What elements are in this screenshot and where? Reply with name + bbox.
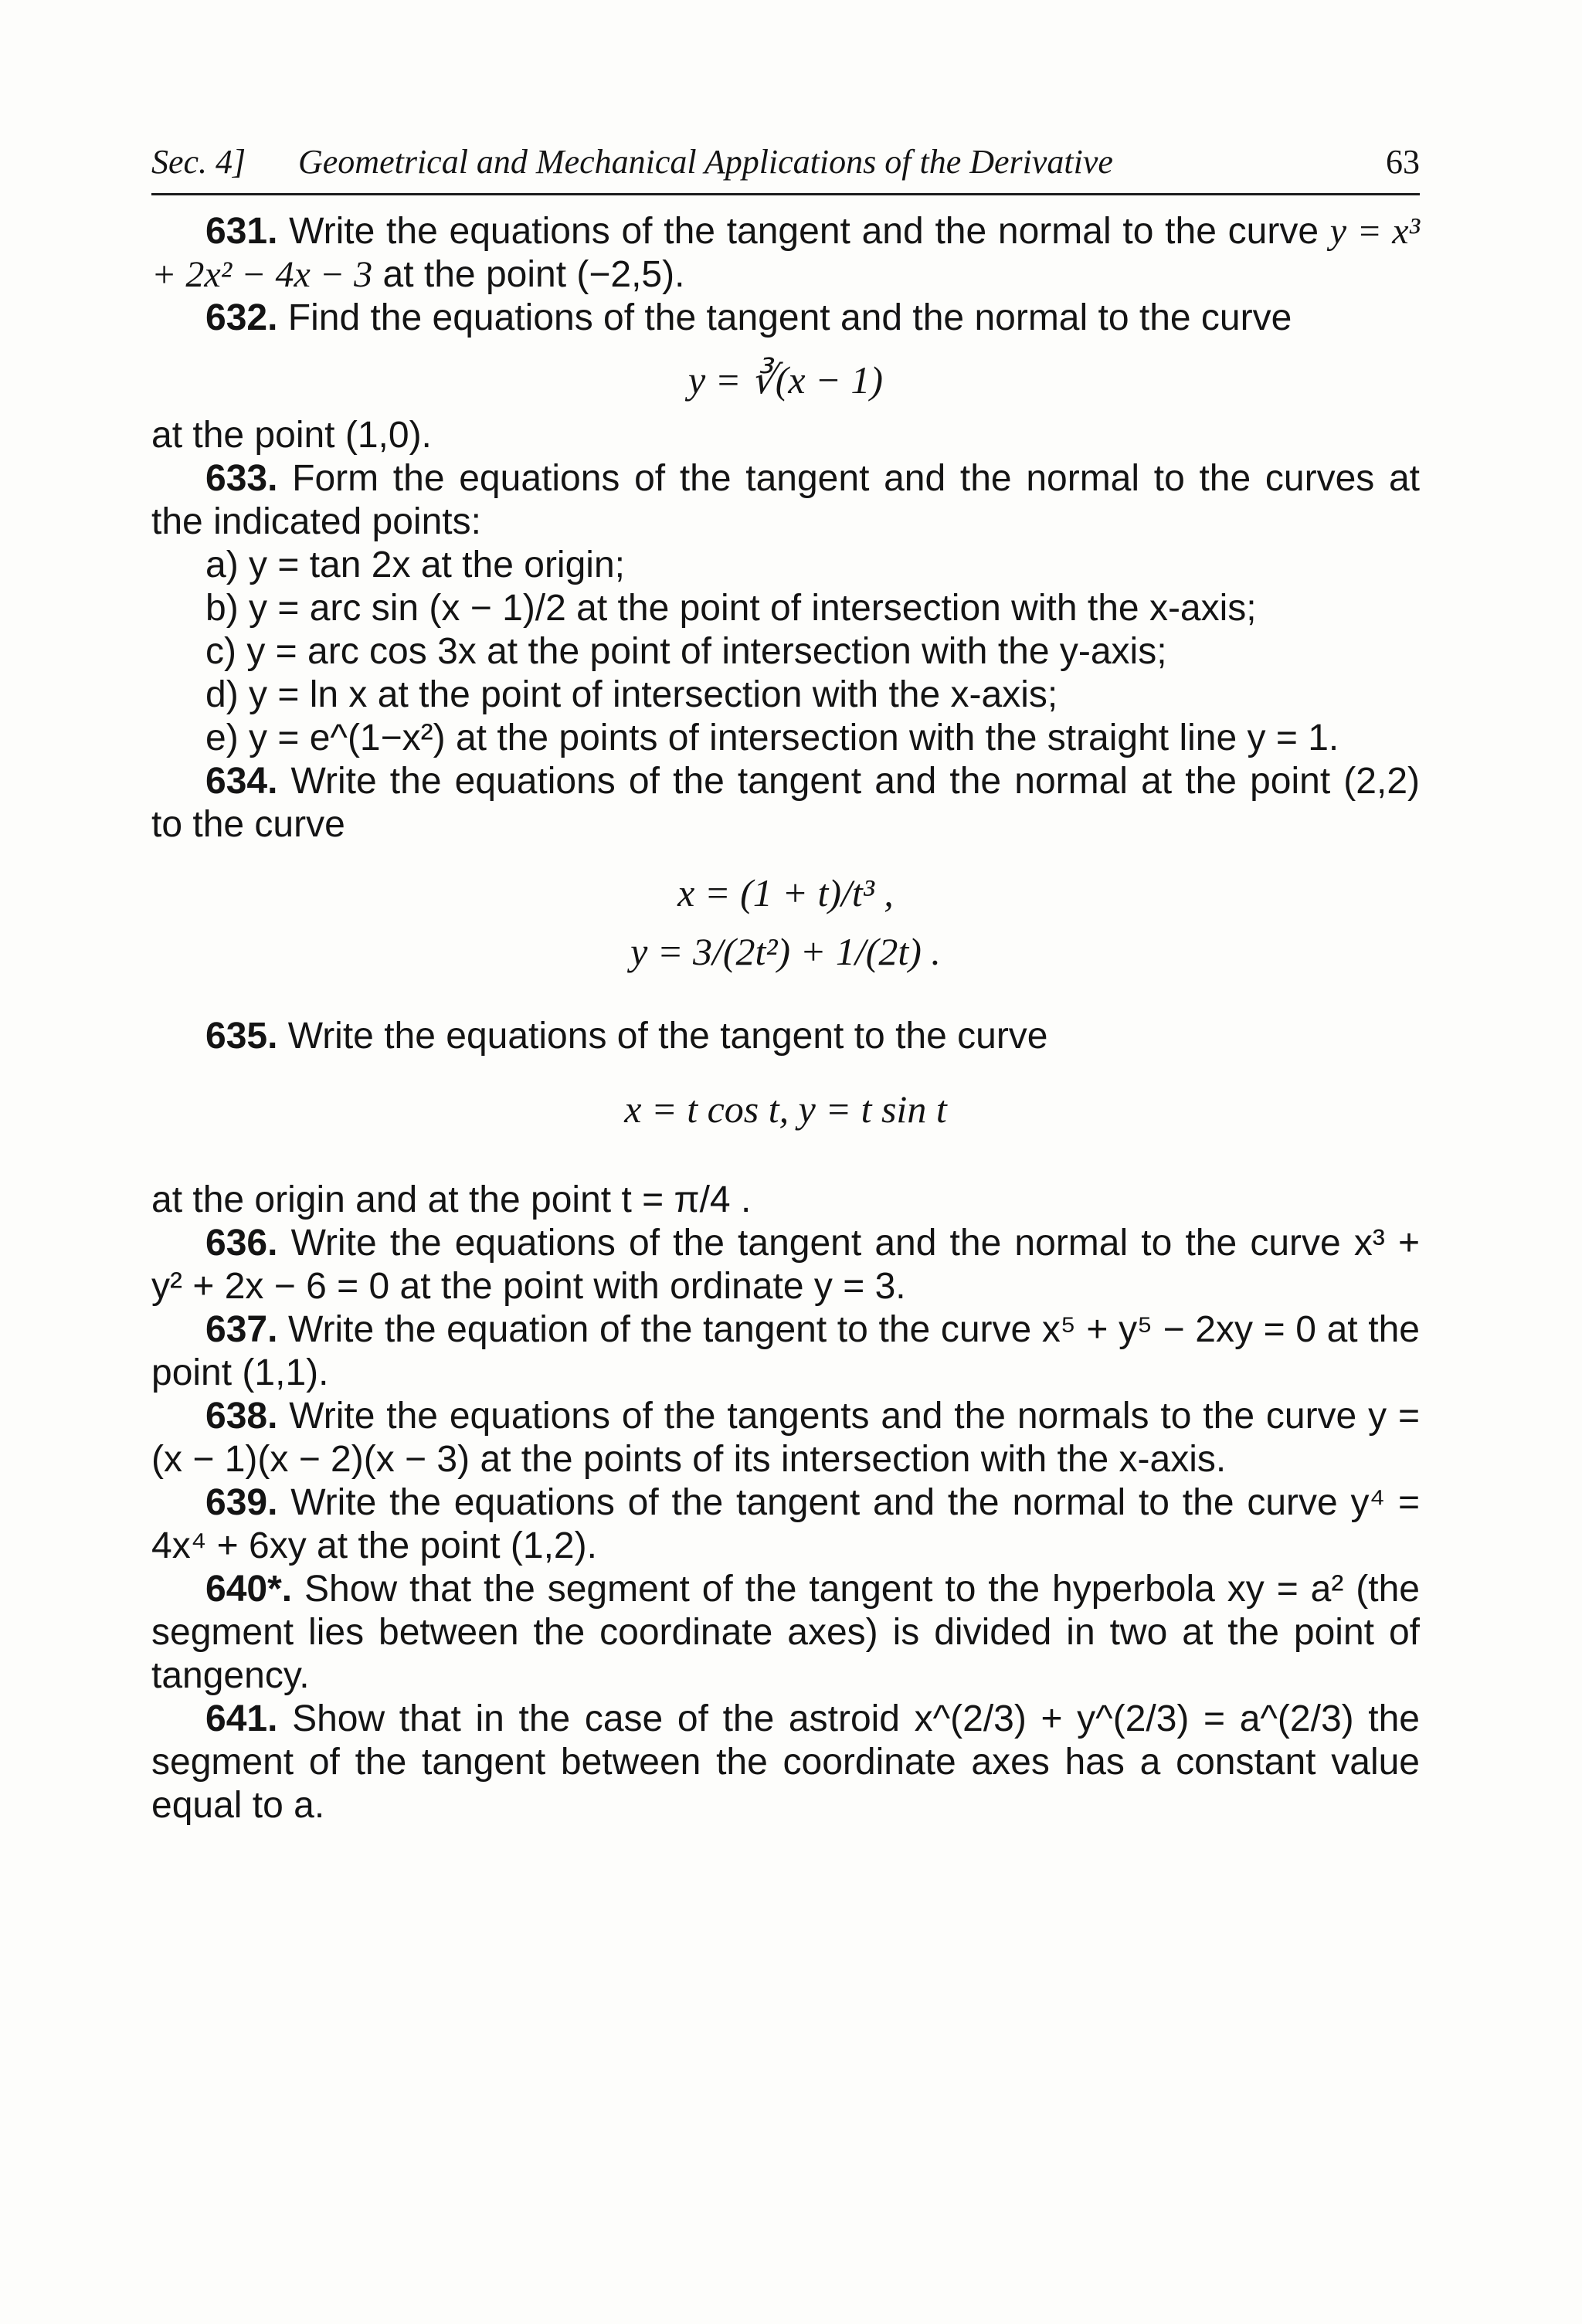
problem-640: [151, 1568, 1420, 1698]
problem-632: [151, 297, 1420, 340]
problem-text: at the point (−2,5).: [372, 254, 685, 295]
display-equation: y = ∛(x − 1): [687, 358, 884, 402]
problem-number: 641.: [205, 1698, 278, 1739]
problem-text: Form the equations of the tangent and the normal to the curves at the indicated points:: [151, 458, 1420, 542]
problem-text: Write the equations of the tangent and the normal at the point (2,2) to the curve: [151, 761, 1420, 845]
problem-number: 633.: [205, 458, 278, 499]
curve-equation: y = x³ + 2x² − 4x − 3: [151, 211, 1421, 295]
problem-text: Show that in the case of the astroid x^(2/3) + y^(2/3) = a^(2/3) the segment of the tangent between the coordinate axes has a constant value equal to a.: [151, 1698, 1420, 1826]
problem-number: 631.: [205, 211, 278, 252]
problem-633: [151, 457, 1420, 544]
display-equation-x: x = (1 + t)/t³ ,: [677, 871, 894, 914]
problem-text: Write the equations of the tangent and the normal to the curve x³ + y² + 2x − 6 = 0 at the point with ordinate y = 3.: [151, 1223, 1420, 1307]
problem-number: 639.: [205, 1482, 278, 1523]
display-equation-y: y = 3/(2t²) + 1/(2t) .: [630, 930, 941, 973]
page-number: 63: [1386, 143, 1420, 181]
problem-639: [151, 1481, 1420, 1568]
problem-text: Write the equations of the tangent and the normal to the curve y⁴ = 4x⁴ + 6xy at the point (1,2).: [151, 1482, 1420, 1566]
problem-number: 640*.: [205, 1569, 293, 1610]
running-header: [151, 139, 1420, 195]
problem-637: [151, 1308, 1420, 1395]
problem-636: [151, 1222, 1420, 1308]
problem-number: 636.: [205, 1223, 278, 1264]
problem-text: Find the equations of the tangent and the normal to the curve: [277, 297, 1292, 338]
problem-631: [151, 210, 1420, 297]
problem-635: [151, 1015, 1420, 1058]
problem-text: Write the equations of the tangent to the curve: [277, 1016, 1048, 1057]
sub-item-c: c) y = arc cos 3x at the point of intersection with the y-axis;: [205, 631, 1167, 672]
problem-text: Write the equations of the tangents and the normals to the curve y = (x − 1)(x − 2)(x − 3) at the points of its intersection with the x-axis.: [151, 1396, 1420, 1480]
sub-item-b: b) y = arc sin (x − 1)/2 at the point of intersection with the x-axis;: [205, 588, 1257, 629]
sub-item-e: e) y = e^(1−x²) at the points of intersection with the straight line y = 1.: [205, 718, 1339, 758]
problem-number: 638.: [205, 1396, 278, 1437]
problem-638: [151, 1395, 1420, 1481]
problem-text: Write the equation of the tangent to the curve x⁵ + y⁵ − 2xy = 0 at the point (1,1).: [151, 1309, 1420, 1393]
problem-text: at the origin and at the point t = π/4 .: [151, 1179, 752, 1220]
problem-text: Show that the segment of the tangent to the hyperbola xy = a² (the segment lies between the coordinate axes) is divided in two at the point of tangency.: [151, 1569, 1420, 1696]
problem-634: [151, 760, 1420, 846]
problem-text: Write the equations of the tangent and the normal to the curve: [277, 211, 1330, 252]
page-content: [151, 210, 1420, 1827]
chapter-title: Geometrical and Mechanical Applications of the Derivative: [298, 143, 1113, 181]
sub-item-d: d) y = ln x at the point of intersection with the x-axis;: [205, 674, 1058, 715]
problem-text: at the point (1,0).: [151, 415, 432, 456]
problem-number: 637.: [205, 1309, 278, 1350]
display-equation: x = t cos t, y = t sin t: [624, 1087, 947, 1131]
problem-number: 634.: [205, 761, 278, 802]
problem-641: [151, 1698, 1420, 1827]
problem-number: 632.: [205, 297, 278, 338]
section-label: Sec. 4]: [151, 143, 246, 181]
problem-number: 635.: [205, 1016, 278, 1057]
sub-item-a: a) y = tan 2x at the origin;: [205, 545, 625, 585]
